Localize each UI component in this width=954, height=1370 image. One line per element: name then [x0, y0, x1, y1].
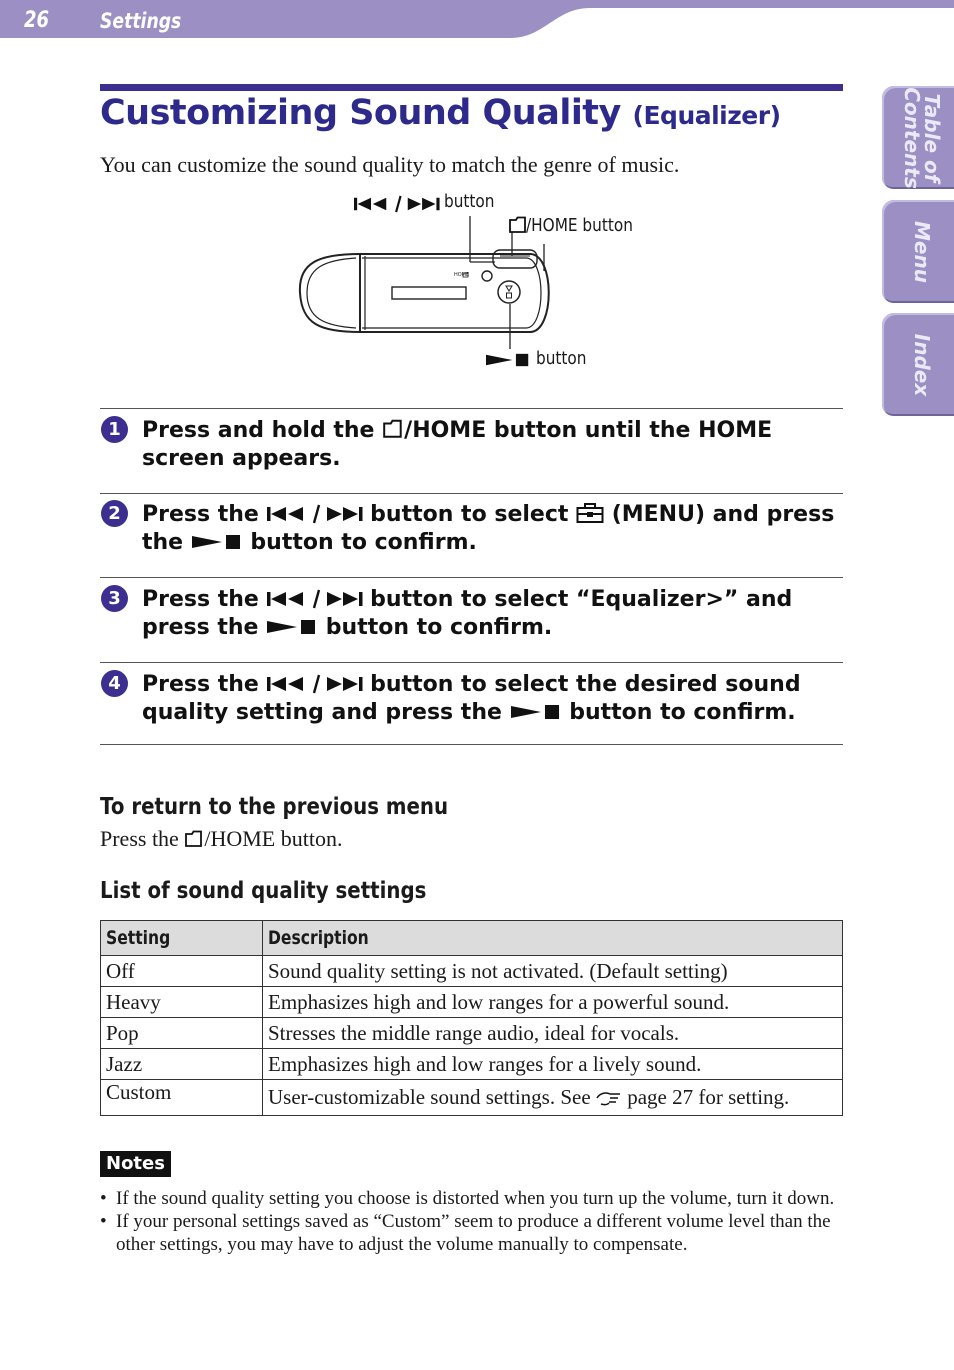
play-stop-icon	[510, 702, 562, 722]
column-header: Description	[263, 921, 843, 956]
column-header: Setting	[101, 921, 263, 956]
header-band	[0, 0, 954, 40]
setting-cell: Heavy	[101, 987, 263, 1018]
page-title	[100, 93, 781, 133]
notes-list	[100, 1187, 845, 1256]
step-divider	[100, 662, 843, 663]
prev-next-icon	[267, 504, 363, 524]
table-row	[101, 1049, 843, 1080]
intro-text: You can customize the sound quality to match the genre of music.	[100, 152, 680, 177]
play-stop-icon	[191, 532, 243, 552]
table-row	[101, 956, 843, 987]
step-number: 1	[101, 416, 128, 443]
table-header-row	[101, 921, 843, 956]
folder-icon	[184, 829, 204, 849]
step-divider	[100, 577, 843, 578]
note-item: • If your personal settings saved as “Custom” seem to produce a different volume level than the other settings, you may have to adjust the volume manually to compensate.	[100, 1210, 845, 1256]
menu-toolbox-icon	[576, 502, 604, 524]
setting-cell: Custom	[101, 1080, 263, 1116]
play-stop-icon	[266, 617, 318, 637]
callout-home: /HOME button	[526, 215, 633, 236]
table-row	[101, 987, 843, 1018]
tab-label: Index	[910, 333, 934, 396]
callout-prev-next: button	[444, 191, 495, 212]
step-number: 4	[101, 670, 128, 697]
title-main: Customizing Sound Quality	[100, 93, 621, 133]
setting-cell: Pop	[101, 1018, 263, 1049]
description-cell: Stresses the middle range audio, ideal for vocals.	[263, 1018, 843, 1049]
step-2-text: Press the button to select (MENU) and press the button to confirm.	[142, 502, 835, 555]
tab-menu[interactable]	[882, 200, 954, 303]
setting-cell: Off	[101, 956, 263, 987]
callout-play: button	[536, 348, 587, 369]
prev-next-icon	[267, 674, 363, 694]
prev-next-icon	[354, 195, 440, 213]
folder-icon	[382, 418, 404, 440]
notes-label: Notes	[100, 1151, 171, 1177]
description-cell: Emphasizes high and low ranges for a powerful sound.	[263, 987, 843, 1018]
description-cell: Sound quality setting is not activated. (Default setting)	[263, 956, 843, 987]
step-number: 2	[101, 500, 128, 527]
prev-next-icon	[267, 589, 363, 609]
tab-table-of-contents[interactable]	[882, 86, 954, 189]
tab-label: Table of Contents	[900, 86, 944, 189]
return-text: Press the /HOME button.	[100, 826, 343, 851]
step-3-text: Press the button to select “Equalizer>” and press the button to confirm.	[142, 587, 793, 640]
sound-settings-table	[100, 920, 843, 1116]
step-divider	[100, 744, 843, 745]
page-number: 26	[24, 8, 50, 33]
return-heading: To return to the previous menu	[100, 794, 449, 820]
page-reference-icon[interactable]	[596, 1089, 622, 1107]
setting-cell: Jazz	[101, 1049, 263, 1080]
play-stop-icon	[486, 351, 530, 369]
description-cell: User-customizable sound settings. See page 27 for setting.	[263, 1080, 843, 1116]
table-row	[101, 1018, 843, 1049]
section-title: Settings	[100, 9, 182, 33]
tab-index[interactable]	[882, 313, 954, 416]
tab-label: Menu	[910, 220, 934, 283]
note-item: • If the sound quality setting you choose is distorted when you turn up the volume, turn it down.	[100, 1187, 845, 1210]
list-heading: List of sound quality settings	[100, 878, 427, 904]
device-diagram	[290, 186, 670, 376]
step-number: 3	[101, 585, 128, 612]
title-sub: (Equalizer)	[632, 101, 781, 130]
title-rule	[100, 84, 843, 91]
step-divider	[100, 408, 843, 409]
device-home-label: HOME	[454, 272, 470, 278]
folder-icon	[508, 215, 528, 235]
description-cell: Emphasizes high and low ranges for a lively sound.	[263, 1049, 843, 1080]
step-4-text: Press the button to select the desired sound quality setting and press the button to confirm.	[142, 672, 801, 725]
table-row	[101, 1080, 843, 1116]
step-1-text: Press and hold the /HOME button until the HOME screen appears.	[142, 418, 773, 471]
step-divider	[100, 493, 843, 494]
